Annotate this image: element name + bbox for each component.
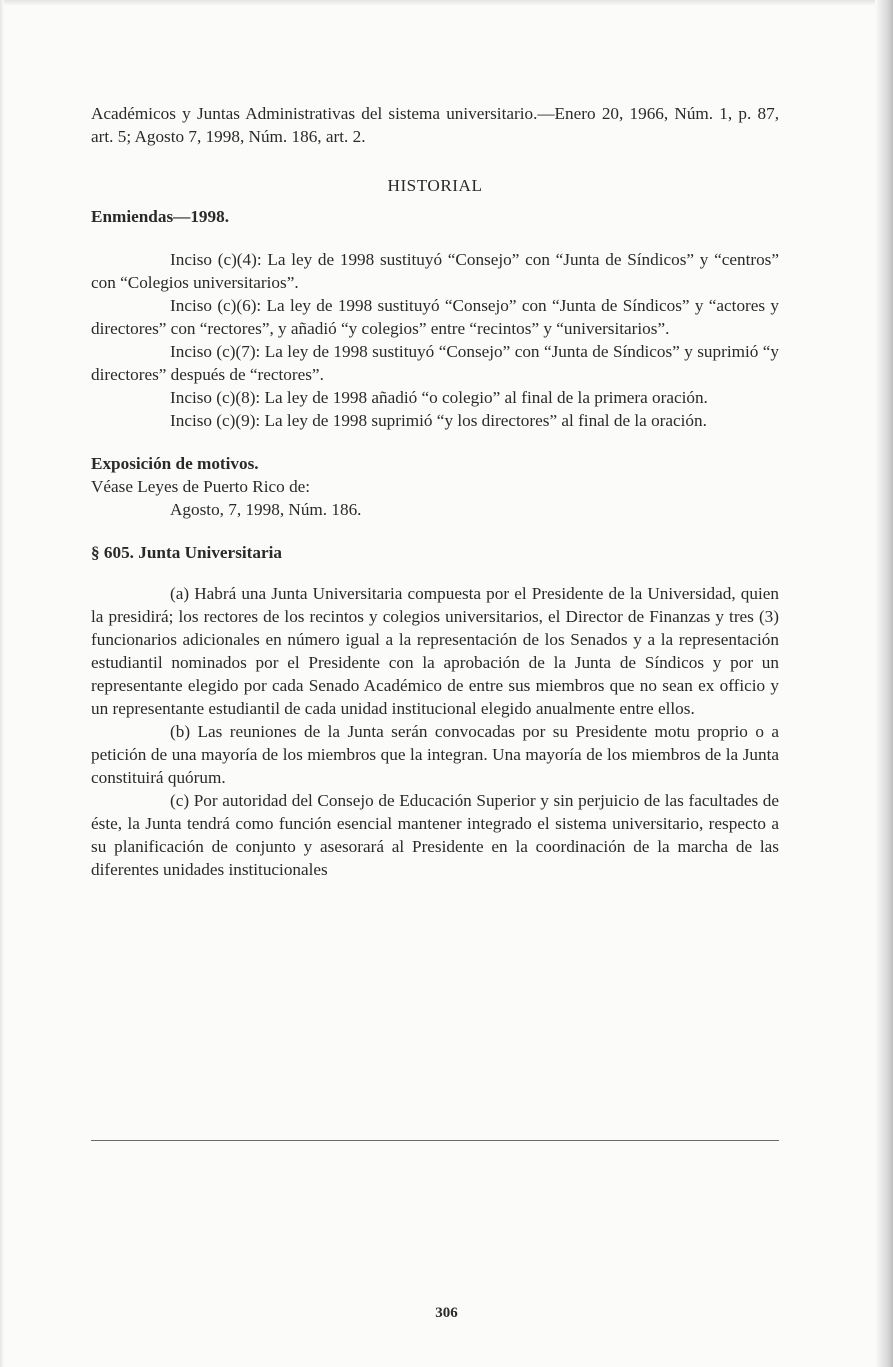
page-content (91, 102, 779, 881)
enmienda-item: Inciso (c)(6): La ley de 1998 sustituyó “Consejo” con “Junta de Síndicos” y “actores y directores” con “rectores”, y añadió “y colegios” entre “recintos” y “universitarios”. (91, 296, 779, 338)
section-body (91, 582, 779, 881)
scan-edge-left (0, 0, 4, 1367)
exposicion-line: Véase Leyes de Puerto Rico de: (91, 477, 311, 496)
enmiendas-list (91, 248, 779, 432)
enmienda-item: Inciso (c)(8): La ley de 1998 añadió “o colegio” al final de la primera oración. (170, 388, 708, 407)
historial-heading: HISTORIAL (387, 176, 483, 195)
intro-paragraph: Académicos y Juntas Administrativas del sistema universitario.—Enero 20, 1966, Núm. 1, p. 87, art. 5; Agosto 7, 1998, Núm. 186, art. 2. (91, 104, 779, 146)
footer-rule (91, 1140, 779, 1141)
enmiendas-heading: Enmiendas—1998. (91, 207, 230, 226)
page-number: 306 (435, 1305, 458, 1321)
section-paragraph-b: (b) Las reuniones de la Junta serán convocadas por su Presidente motu proprio o a petición de una mayoría de los miembros que la integran. Una mayoría de los miembros de la Junta constituirá quórum. (91, 722, 779, 787)
enmienda-item: Inciso (c)(9): La ley de 1998 suprimió “y los directores” al final de la oración. (170, 411, 707, 430)
section-paragraph-c: (c) Por autoridad del Consejo de Educación Superior y sin perjuicio de las facultades de éste, la Junta tendrá como función esencial mantener integrado el sistema universitario, respecto a su planificación de conjunto y asesorará al Presidente en la coordinación de la marcha de las diferentes unidades institucionales (91, 791, 779, 879)
exposicion-reference: Agosto, 7, 1998, Núm. 186. (170, 500, 362, 519)
enmienda-item: Inciso (c)(4): La ley de 1998 sustituyó “Consejo” con “Junta de Síndicos” y “centros” con “Colegios universitarios”. (91, 250, 779, 292)
exposicion-block (91, 452, 779, 521)
scan-edge-right (875, 0, 893, 1367)
enmienda-item: Inciso (c)(7): La ley de 1998 sustituyó “Consejo” con “Junta de Síndicos” y suprimió “y directores” después de “rectores”. (91, 342, 779, 384)
section-paragraph-a: (a) Habrá una Junta Universitaria compuesta por el Presidente de la Universidad, quien la presidirá; los rectores de los recintos y colegios universitarios, el Director de Finanzas y tres (3) funcionarios adicionales en número igual a la representación de los Senados y a la representación estudiantil nominados por el Presidente con la aprobación de la Junta de Síndicos y por un representante elegido por cada Senado Académico de entre sus miembros que no sean ex officio y un representante estudiantil de cada unidad institucional elegido anualmente entre ellos. (91, 584, 779, 718)
scan-edge-top (0, 0, 893, 6)
section-title: § 605. Junta Universitaria (91, 543, 282, 562)
exposicion-heading: Exposición de motivos. (91, 454, 259, 473)
